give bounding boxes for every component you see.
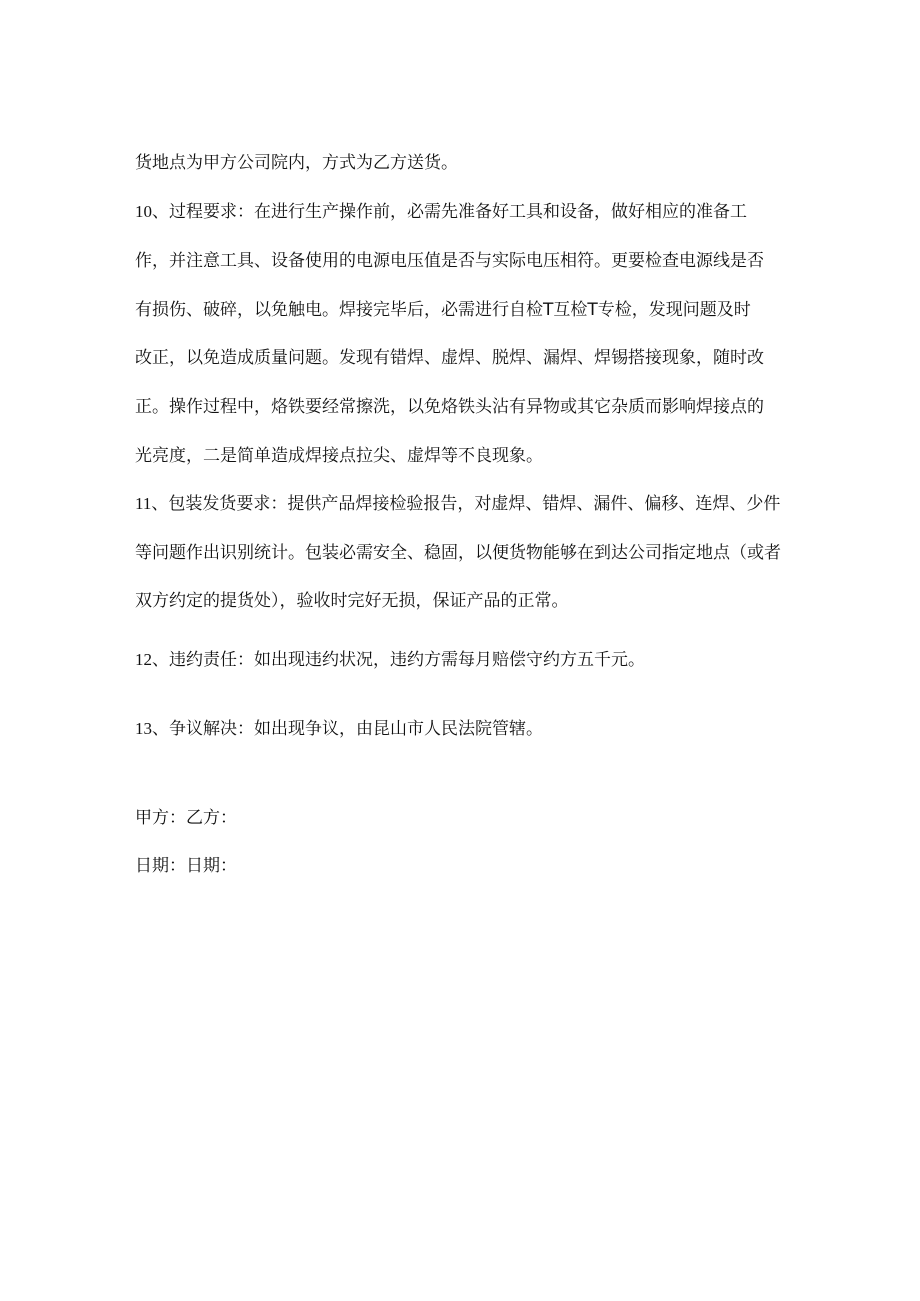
clause-13-line bbox=[135, 717, 543, 741]
clause-11-number: 11 bbox=[135, 494, 152, 513]
clause-12-number: 12 bbox=[135, 650, 152, 669]
clause-11-line: 双方约定的提货处），验收时完好无损，保证产品的正常。 bbox=[135, 591, 569, 611]
clause-11-text: 、包装发货要求：提供产品焊接检验报告，对虚焊、错焊、漏件、偏移、连焊、少件 bbox=[151, 494, 781, 514]
clause-10-line: 有损伤、破碎，以免触电。焊接完毕后，必需进行自检T互检T专检，发现问题及时 bbox=[135, 300, 751, 320]
clause-10-number: 10 bbox=[135, 202, 152, 221]
clause-10-line bbox=[135, 200, 747, 224]
clause-10-line: 光亮度，二是简单造成焊接点拉尖、虚焊等不良现象。 bbox=[135, 446, 543, 466]
clause-12-line bbox=[135, 648, 645, 672]
clause-11-line bbox=[135, 492, 780, 516]
clause-11-line: 等问题作出识别统计。包装必需安全、稳固，以便货物能够在到达公司指定地点（或者 bbox=[135, 543, 781, 563]
clause-10-line: 改正，以免造成质量问题。发现有错焊、虚焊、脱焊、漏焊、焊锡搭接现象，随时改 bbox=[135, 348, 764, 368]
clause-10-text: 、过程要求：在进行生产操作前，必需先准备好工具和设备，做好相应的准备工 bbox=[152, 202, 747, 222]
clause-12-text: 、违约责任：如出现违约状况，违约方需每月赔偿守约方五千元。 bbox=[152, 650, 645, 670]
continuation-line: 货地点为甲方公司院内，方式为乙方送货。 bbox=[135, 153, 458, 173]
clause-10-line: 正。操作过程中，烙铁要经常擦洗，以免烙铁头沾有异物或其它杂质而影响焊接点的 bbox=[135, 397, 764, 417]
clause-10-line: 作，并注意工具、设备使用的电源电压值是否与实际电压相符。更要检查电源线是否 bbox=[135, 251, 764, 271]
signature-date-line: 日期：日期： bbox=[135, 856, 237, 876]
signature-party-line: 甲方：乙方： bbox=[135, 808, 237, 828]
clause-13-text: 、争议解决：如出现争议，由昆山市人民法院管辖。 bbox=[152, 719, 543, 739]
clause-13-number: 13 bbox=[135, 719, 152, 738]
